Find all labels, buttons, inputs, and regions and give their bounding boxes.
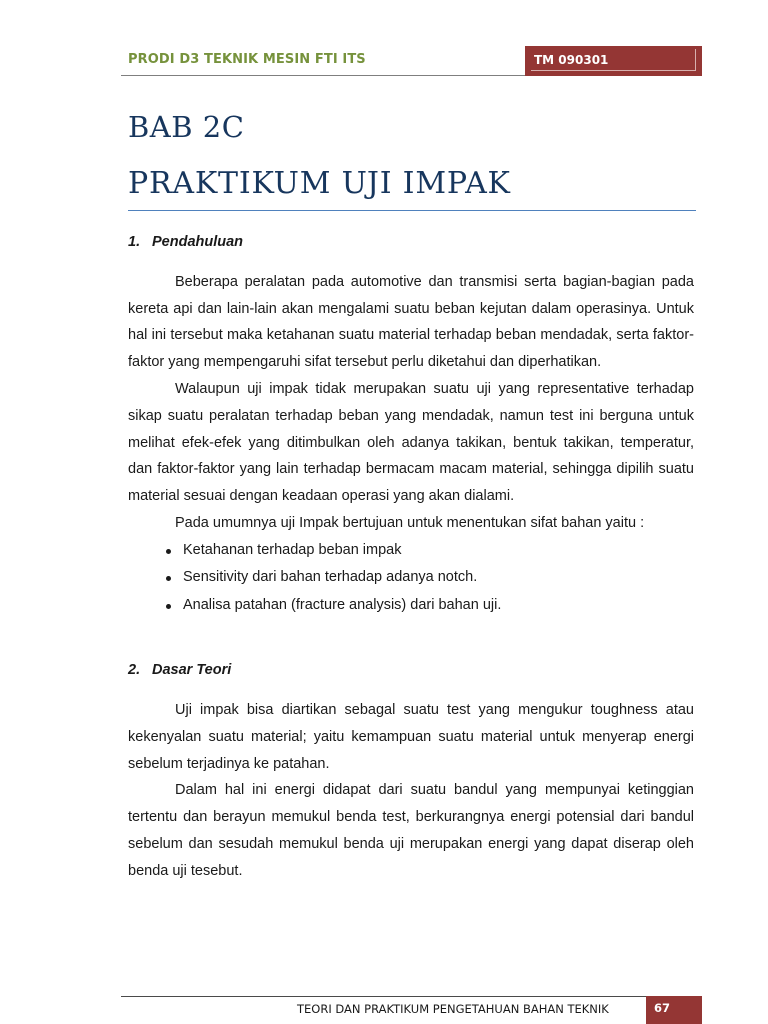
footer-book-title: TEORI DAN PRAKTIKUM PENGETAHUAN BAHAN TEKNIK bbox=[297, 1002, 609, 1016]
section-title: Dasar Teori bbox=[152, 662, 232, 679]
list-item-text: Analisa patahan (fracture analysis) dari bahan uji. bbox=[183, 596, 502, 613]
section-title: Pendahuluan bbox=[152, 234, 244, 250]
paragraph: Dalam hal ini energi didapat dari suatu bandul yang mempunyai ketinggian tertentu dan berayun memukul benda test, berkurangnya energi potensial dari bandul sebelum dan sesudah memukul benda uji merupakan energi yang dapat diserap oleh benda uji tesebut. bbox=[128, 782, 694, 879]
document-body bbox=[128, 229, 694, 885]
section-number: 1. bbox=[128, 234, 141, 250]
bullet-icon bbox=[166, 604, 171, 609]
bullet-icon bbox=[166, 549, 171, 554]
list-item bbox=[128, 592, 694, 620]
title-rule bbox=[128, 210, 696, 211]
page-number: 67 bbox=[654, 1001, 671, 1015]
page-number-box bbox=[646, 996, 702, 1024]
header-code-box bbox=[525, 46, 702, 76]
bullet-icon bbox=[166, 576, 171, 581]
header-department: PRODI D3 TEKNIK MESIN FTI ITS bbox=[128, 52, 366, 67]
paragraph: Walaupun uji impak tidak merupakan suatu uji yang representative terhadap sikap suatu peralatan terhadap beban yang mendadak, namun test ini berguna untuk melihat efek-efek yang ditimbulkan oleh adanya takikan, bentuk takikan, temperatur, dan faktor-faktor yang lain terhadap bermacam macam material, sehingga dipilih suatu material sesuai dengan keadaan operasi yang akan dialami. bbox=[128, 380, 694, 505]
footer-rule bbox=[121, 996, 646, 997]
section-heading bbox=[128, 657, 694, 684]
list-item-text: Sensitivity dari bahan terhadap adanya notch. bbox=[183, 569, 478, 586]
bullet-list bbox=[128, 537, 694, 620]
header-rule bbox=[121, 75, 525, 76]
list-item bbox=[128, 537, 694, 565]
section-heading bbox=[128, 229, 694, 256]
chapter-label: BAB 2C bbox=[128, 110, 245, 144]
header-course-code: TM 090301 bbox=[534, 53, 609, 67]
paragraph: Pada umumnya uji Impak bertujuan untuk menentukan sifat bahan yaitu : bbox=[175, 514, 645, 531]
page-title: PRAKTIKUM UJI IMPAK bbox=[128, 166, 511, 201]
section-number: 2. bbox=[128, 662, 141, 679]
paragraph: Uji impak bisa diartikan sebagal suatu test yang mengukur toughness atau kekenyalan suatu material; yaitu kemampuan suatu material untuk menyerap energi sebelum terjadinya ke patahan. bbox=[128, 702, 694, 772]
list-item-text: Ketahanan terhadap beban impak bbox=[183, 541, 402, 558]
list-item bbox=[128, 564, 694, 592]
paragraph: Beberapa peralatan pada automotive dan transmisi serta bagian-bagian pada kereta api dan lain-lain akan mengalami suatu beban kejutan dalam operasinya. Untuk hal ini tersebut maka ketahanan suatu material terhadap beban mendadak, serta faktor-faktor yang mempengaruhi sifat tersebut perlu diketahui dan diperhatikan. bbox=[128, 273, 694, 371]
section-spacer bbox=[128, 619, 694, 657]
